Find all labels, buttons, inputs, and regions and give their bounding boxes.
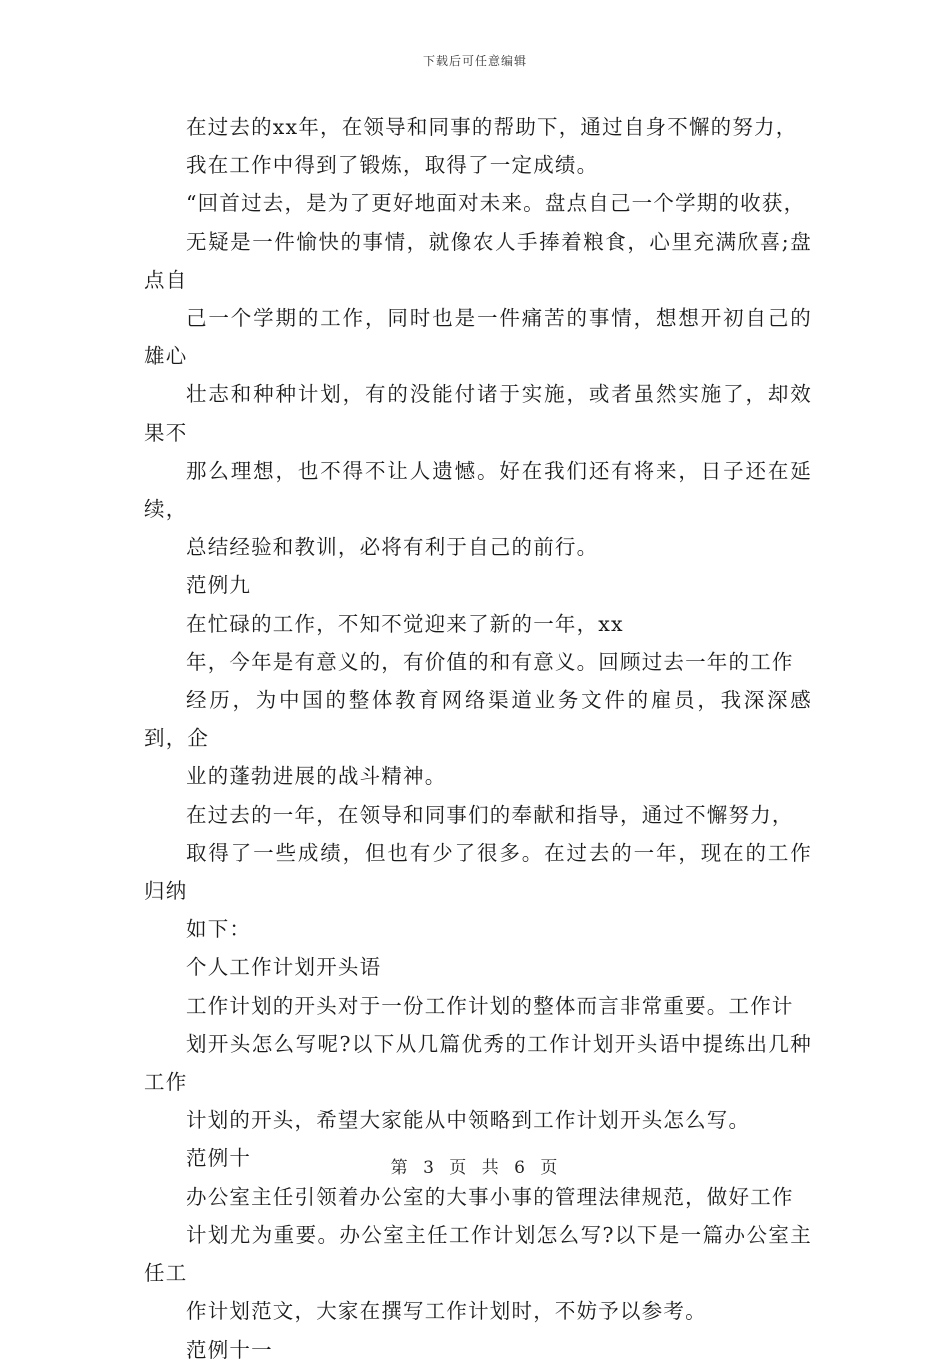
document-body bbox=[144, 108, 812, 1369]
footer-prefix: 第 bbox=[390, 1158, 410, 1178]
paragraph bbox=[144, 1178, 812, 1331]
text-line: 总结经验和教训，必将有利于自己的前行。 bbox=[186, 535, 599, 560]
paragraph bbox=[144, 987, 812, 1140]
text-line: 年，今年是有意义的，有价值的和有意义。回顾过去一年的工作 bbox=[186, 649, 794, 674]
text-line: 计划尤为重要。办公室主任工作计划怎么写?以下是一篇办公室主任工 bbox=[144, 1222, 812, 1286]
section-heading bbox=[144, 1331, 812, 1369]
total-pages-number: 6 bbox=[514, 1158, 527, 1178]
text-line: 个人工作计划开头语 bbox=[186, 955, 382, 980]
text-line: 己一个学期的工作，同时也是一件痛苦的事情，想想开初自己的雄心 bbox=[144, 306, 812, 369]
paragraph bbox=[144, 605, 812, 643]
text-line: 范例十 bbox=[186, 1146, 252, 1171]
text-line: 范例九 bbox=[186, 573, 252, 598]
text-line: 业的蓬勃进展的战斗精神。 bbox=[186, 764, 447, 789]
text-line: 划开头怎么写呢?以下从几篇优秀的工作计划开头语中提练出几种工作 bbox=[144, 1031, 812, 1095]
text-line: 无疑是一件愉快的事情，就像农人手捧着粮食，心里充满欣喜;盘点自 bbox=[144, 229, 812, 292]
paragraph bbox=[144, 184, 812, 566]
text-line: 那么理想，也不得不让人遗憾。好在我们还有将来，日子还在延续， bbox=[144, 458, 812, 522]
text-line: “回首过去，是为了更好地面对未来。盘点自己一个学期的收获， bbox=[186, 191, 806, 216]
text-line: 计划的开头，希望大家能从中领略到工作计划开头怎么写。 bbox=[186, 1108, 751, 1133]
footer-page-word: 页 bbox=[449, 1158, 469, 1178]
page-number-footer bbox=[0, 1153, 950, 1178]
paragraph bbox=[144, 643, 812, 796]
text-line: 在过去的一年，在领导和同事们的奉献和指导，通过不懈努力， bbox=[186, 802, 794, 827]
paragraph bbox=[144, 108, 812, 184]
text-line: 范例十一 bbox=[186, 1337, 273, 1362]
footer-suffix: 页 bbox=[540, 1158, 560, 1178]
text-line: 工作计划的开头对于一份工作计划的整体而言非常重要。工作计 bbox=[186, 993, 794, 1018]
section-heading bbox=[144, 948, 812, 986]
header-note: 下载后可任意编辑 bbox=[422, 54, 527, 68]
paragraph bbox=[144, 796, 812, 949]
text-line: 我在工作中得到了锻炼，取得了一定成绩。 bbox=[186, 153, 599, 178]
text-line: 在忙碌的工作，不知不觉迎来了新的一年，xx bbox=[186, 611, 624, 636]
footer-total-word: 共 bbox=[481, 1158, 501, 1178]
section-heading bbox=[144, 566, 812, 604]
text-line: 作计划范文，大家在撰写工作计划时，不妨予以参考。 bbox=[186, 1299, 707, 1324]
text-line: 在过去的xx年，在领导和同事的帮助下，通过自身不懈的努力， bbox=[186, 115, 798, 139]
text-line: 办公室主任引领着办公室的大事小事的管理法律规范，做好工作 bbox=[186, 1184, 794, 1209]
text-line: 取得了一些成绩，但也有少了很多。在过去的一年，现在的工作归纳 bbox=[144, 840, 812, 904]
text-line: 壮志和种种计划，有的没能付诸于实施，或者虽然实施了，却效果不 bbox=[144, 382, 812, 445]
text-line: 如下： bbox=[186, 917, 252, 942]
current-page-number: 3 bbox=[423, 1158, 436, 1178]
text-line: 经历，为中国的整体教育网络渠道业务文件的雇员，我深深感到，企 bbox=[144, 688, 812, 751]
